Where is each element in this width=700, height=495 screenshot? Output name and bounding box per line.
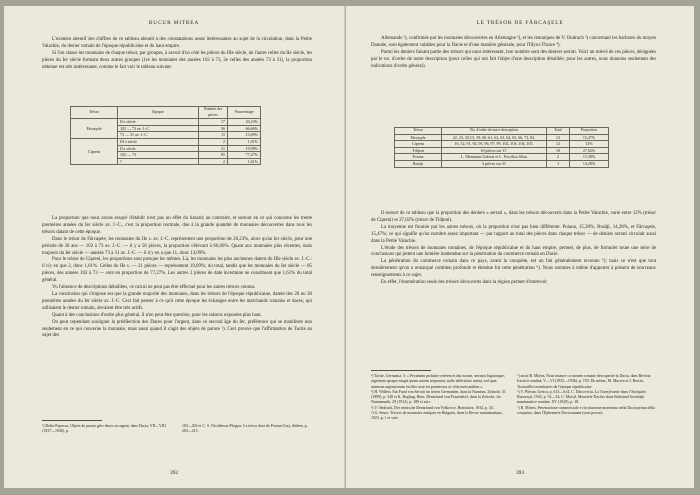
right-running-head: LE TRÉSOR DE FĂRCAŞELE: [476, 20, 564, 26]
footnote: ⁶) V. Pârvan, Getica, p. 613—614; C. Daicoviciu, La Transylvanie dans l'Antiquité, Bucureşti, 1945, p. 53—54; C. Moisil, Monetele Dacilor dans Buletinul Societăţii numismatice române, XV (1920), p. 18.: [517, 389, 647, 405]
table-row: [395, 160, 609, 167]
paragraph: En effet, l'énumération seule des trésors découverts dans la région permet d'entrevoir: [381, 280, 547, 286]
right-page: [346, 6, 694, 488]
paragraph: La proportion que nous avons essayé d'établir n'est pas un effet du hasard; au contraire, et surtout en ce qui concerne les trente premières années du Ier siècle av. J.-C., c'est la proportion normale, due à la grande quantité de monnaies découvertes dans tous les trésors datant de cette époque.: [42, 216, 312, 235]
table-cell-pct: 19,09%: [228, 145, 261, 152]
table-cell-prop: 15,38%: [570, 154, 609, 161]
table-header: Trésor: [395, 128, 442, 135]
table-cell-count: 21: [199, 145, 228, 152]
right-page-number: 393: [515, 470, 525, 476]
table-cell-pct: 1,61%: [228, 138, 261, 145]
table-cell-total: 13: [547, 134, 570, 141]
table-cell-pct: 20,23%: [228, 119, 261, 126]
table-cell-epoch: III e siècle: [118, 138, 199, 145]
table-cell-treasure: Rusăţi: [395, 160, 442, 167]
table-cell-pct: 77,27%: [228, 152, 261, 159]
table-row: [395, 141, 609, 148]
table-cell-treasure: Fărcaşele: [71, 119, 118, 139]
table-cell-desc: 16, 52, 91, 94, 95, 96, 97, 99, 102, 103, 104, 105.: [442, 141, 547, 148]
footnote-column-right: [517, 374, 656, 416]
table-cell-total: 3: [547, 160, 570, 167]
table-cell-prop: 27,02%: [570, 147, 609, 154]
table-cell-treasure: Tiliţeni: [395, 147, 442, 154]
table-cell-epoch: ?: [118, 158, 199, 165]
table-cell-treasure: Fărcaşele: [395, 134, 442, 141]
paragraph: Si l'on classe les monnaies de chaque trésor, par groupes, à savoir d'un côté les pièces du IIIe siècle, de l'autre celles du IIe siècle, les pièces du Ier siècle formant deux autres groupes (1re les monnaies des années 102 à 73, 2e celles des années 73 à 31), la proportion obtenue est très intéressante, comme le fait voir le tableau suivant:: [42, 50, 312, 70]
table-cell-epoch: II e siècle: [118, 119, 199, 126]
table-cell-total: 2: [547, 154, 570, 161]
footnote: ¹) Dolin Popescu, Objets de parure géto-daces en argent, dans Dacia, VII—VIII (1937—1940), p.: [42, 424, 166, 434]
table-header: Total: [547, 128, 570, 135]
table-cell-epoch: 102 — 73 av. J.-C.: [118, 125, 199, 132]
table-cell-desc: L. Memmius Galeria et L. Procilius filius: [442, 154, 547, 161]
table-row: [395, 134, 609, 141]
table-cell-treasure: Cipreni: [71, 138, 118, 164]
paragraph: Dans le trésor de Fărcaşele, les monnaies du IIe s. av. J.-C. représentent une proportion de 20,23%, alors qu'au Ier siècle, pour une période de 30 ans — 102 à 73 av. J.-C. — il y a 56 pièces, la proportion s'élevant à 66,66%. Quant aux monnaies plus récentes, mais toujours du Ier siècle — années 73 à 31 av. J.-C. — il n'y en a que 11, donc 13,09%.: [42, 236, 312, 256]
left-page: [4, 6, 345, 488]
table-cell-treasure: Poiana: [395, 154, 442, 161]
table-cell-pct: 66,66%: [228, 125, 261, 132]
right-text-top: [371, 36, 656, 71]
table-cell-pct: 13,09%: [228, 132, 261, 139]
table-cell-total: 10: [547, 147, 570, 154]
left-page-number: 392: [169, 470, 179, 476]
paragraph: La moyenne est fournie par les autres trésors, où la proportion n'est pas bien différente: Poiana, 15,38%, Rusăţi, 14,28%, et Fărcaşele, 15,47%; ce qui signifie qu'un nombre assez important — par rapport au total des pièces dans chaque trésor — de deniers serrati circulait aussi dans la Petite Valachie.: [371, 224, 656, 244]
table-cell-epoch: 102 — 73: [118, 152, 199, 159]
table-cell-prop: 15,47%: [570, 134, 609, 141]
table-row: [395, 147, 609, 154]
table-header: Epoque: [118, 107, 199, 119]
footnote: ⁵) aussi B. Mitrea, Noui tezaure cu monete romane descoperite în Dacia, dans Revista Istorică română, V—VI (1935—1936), p. 193. De même, M. Macrea et I. Berciu, Trouvailles monétaires de l'époque républicaine.: [517, 374, 651, 389]
paragraph: Quant à des conclusions d'ordre plus général, il n'en peut être question, pour les raisons exposées plus haut.: [52, 312, 262, 318]
table-header: Nombre des pièces: [199, 107, 228, 119]
paragraph: Vu l'absence de descriptions détaillées, ce calcul ne peut pas être effectué pour les autres trésors connus.: [52, 285, 256, 291]
footnote: ⁴) G. Seure, Trésors de monnaies antiques en Bulgarie, dans la Revue numismatique, 1923, p. 1 et suiv.: [371, 411, 503, 421]
table-cell-count: 2: [199, 138, 228, 145]
paragraph: On peut cependant souligner la prédilection des Daces pour l'argent, dans ce second âge du fer, préférence qui se manifeste non seulement en ce qui concerne la monnaie, mais aussi quand il s'agit des objets de parure ¹). Ceci prouve que l'affirmation de Tacite au sujet des: [42, 319, 312, 339]
table-cell-count: 56: [199, 125, 228, 132]
table-header: Pourcentage: [228, 107, 261, 119]
table-cell-treasure: Cipreni: [395, 141, 442, 148]
table-cell-epoch: 73 — 31 av. J.-C.: [118, 132, 199, 139]
table-row: [71, 119, 261, 126]
footnote: 183—202 et C. S. Nicolăescu-Plopşor, Le trésor dace de Poiana-Gorj, ibidem, p. 203—215.: [182, 424, 308, 434]
paragraph: L'examen attentif des chiffres de ce tableau aboutit à des constatations assez intéressantes au sujet de la circulation, dans la Petite Valachie, du denier romain de l'époque républicaine et du haut empire.: [42, 37, 312, 49]
left-text-top: [42, 37, 312, 72]
footnote-column-left: [371, 374, 507, 422]
left-table-wrap: [70, 106, 261, 165]
table-row: [71, 138, 261, 145]
table-header: No. d'ordre de notre description: [442, 128, 547, 135]
table-cell-count: 11: [199, 132, 228, 139]
footnote: ¹) Tacite, Germania, 5: « Pecuniam probant veterem et diu notam, serratos bigatosque; argentum quoque magis quam aurum sequuntur, nulla adfectione animi, sed quia numerus argenteorum facilior usui est promiscua ac vilia mercantibus ».: [371, 374, 506, 389]
table-cell-desc: 3 pièces sur 21: [442, 160, 547, 167]
table-cell-pct: 1,61%: [228, 158, 261, 165]
right-table-wrap: [394, 127, 609, 168]
table-cell-desc: 22, 23, 30 (?), 39, 60, 61, 62, 63, 64, 65, 66, 72, 84.: [442, 134, 547, 141]
table-header: Proportion: [570, 128, 609, 135]
table-cell-epoch: II e siècle: [118, 145, 199, 152]
paragraph: Pour le trésor de Cipreni, les proportions sont presque les mêmes. Là, les monnaies les plus anciennes datent du IIIe siècle av. J.-C.: il n'y en que 2, donc 1,61%. Celles du IIe s. — 21 pièces — représentent 19,09%; du total, tandis que les monnaies du Ier siècle — 85 pièces, des années 102 à 73 — sont en proportion de 77,27%. Les autres 2 pièces de date incertaine ne constituent que 1,61% du total général.: [42, 257, 312, 284]
left-text-bottom: [42, 216, 312, 340]
footnote: ³) V. Ondruch, Der römische Denarfund von Vyškovce, Bratislava, 1934, p. 43.: [371, 405, 494, 410]
left-running-head: BUCUR MITREA: [148, 20, 200, 26]
table-cell-desc: 10 pièces sur 37.: [442, 147, 547, 154]
paragraph: Parmi les deniers faisant partie des trésors qui nous intéressent, bon nombre sont des deniers serrati. Voici un relevé de ces pièces, désignées par le no. d'ordre de notre description (pour celles qui ont fait l'objet d'une description détaillée; pour les autres, nous donnons seulement des indications d'ordre général).: [371, 49, 656, 69]
right-text-bottom: [371, 211, 656, 287]
period-table: [70, 106, 261, 165]
table-cell-count: 2: [199, 158, 228, 165]
table-cell-prop: 12%: [570, 141, 609, 148]
paragraph: Il ressort de ce tableau que la proportion des deniers « serrati », dans les trésors découverts dans la Petite Valachie, varie entre 12% (trésor de Cipreni) et 27,02% (trésor de Tiliţeni).: [371, 211, 656, 223]
table-header: Trésor: [71, 107, 118, 119]
table-row: [395, 154, 609, 161]
serrati-table: [394, 127, 609, 168]
paragraph: Allemands ¹), confirmée par les monnaies découvertes en Allemagne ²), et les remarques de V. Ondruch ³) concernant les barbares du moyen Danube, sont également valables pour la Dacie et d'une manière générale, pour l'Illyro-Thrace ⁴).: [371, 36, 656, 48]
footnote-rule: [42, 420, 102, 421]
table-cell-count: 17: [199, 119, 228, 126]
footnote: ⁷) B. Mitrea, Penetrazione commerciale e circolazione monetaria nella Dacia prima della conquista, dans l'Ephemeris Dacoromana (sous presse).: [517, 405, 656, 416]
footnote: ²) H. Willers, Ein Fund von Serrati im freien Germanien, dans la Numism. Zeitschr. 31 (1899), p. 348 et K. Regling, Röm. Denarfund von Frauendorf, dans la Zeitschr. für Numismatik, 29 (1912), p. 189 et suiv.: [371, 389, 506, 405]
paragraph: La pénétration du commerce romain dans ce pays, avant la conquête, est un fait généralement reconnu ⁵); mais ce n'est que tout dernièrement qu'on a remarqué combien profonde et étendue fut cette pénétration ⁶). Nous sommes à même d'apporter à présent de nouveaux renseignements à ce sujet.: [371, 259, 656, 279]
paragraph: L'étude des trésors de monnaies romaines, de l'époque républicaine et du haut empire, permet, de plus, de formuler toute une série de conclusions qui jettent une lumière inattendue sur la pénétration du commerce romain en Dacie.: [371, 245, 656, 258]
footnote-rule: [371, 370, 431, 371]
paragraph: La conclusion qui s'impose est que la grande majorité des monnaies, dans les trésors de l'époque républicaine, datent des 20 ou 30 premières années du Ier siècle av. J.-C. Ceci fait penser à ce qu'à cette époque les échanges entre les marchands romains et daces, qui utilisaient le denier romain, devaient être très actifs.: [42, 291, 312, 311]
table-cell-prop: 14,28%: [570, 160, 609, 167]
table-cell-total: 12: [547, 141, 570, 148]
table-cell-count: 85: [199, 152, 228, 159]
